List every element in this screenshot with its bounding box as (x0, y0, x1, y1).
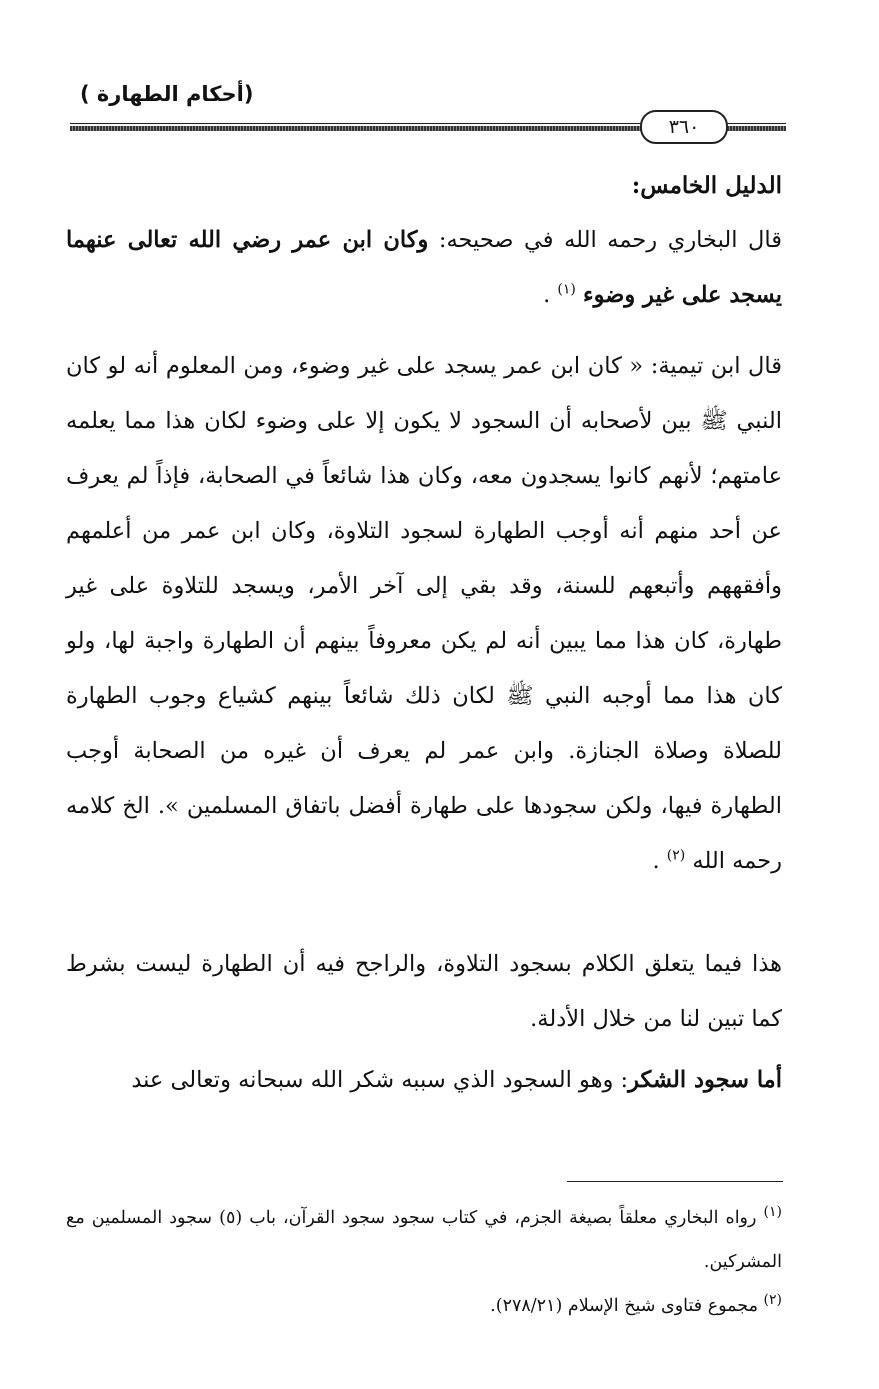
paragraph-end: . (652, 848, 667, 874)
paragraph-shukr (66, 1053, 782, 1108)
footnotes (66, 1196, 782, 1328)
footnote-ref-1: (١) (557, 281, 576, 298)
footnote-marker: (٢) (763, 1292, 782, 1309)
quote-text: وكان ابن عمر رضي الله تعالى عنهما يسجد على غير وضوء (66, 227, 782, 308)
paragraph-bukhari (66, 213, 782, 323)
page-number: ٣٦٠ (668, 116, 700, 138)
footnote-text: رواه البخاري معلقاً بصيغة الجزم، في كتاب سجود سجود القرآن، باب (٥) سجود المسلمين مع المشركين. (66, 1208, 782, 1272)
paragraph-end: . (543, 282, 558, 308)
running-title: (أحكام الطهارة ) (80, 82, 254, 106)
section-title: الدليل الخامس: (631, 172, 782, 199)
footnote-1 (66, 1196, 782, 1284)
footnote-text: مجموع فتاوى شيخ الإسلام (٢٧٨/٢١). (490, 1296, 764, 1316)
paragraph-conclusion: هذا فيما يتعلق الكلام بسجود التلاوة، والراجح فيه أن الطهارة ليست بشرط كما تبين لنا من خلال الأدلة. (66, 951, 782, 1032)
paragraph-ibn-taymiyyah (66, 339, 782, 889)
paragraph-text: : وهو السجود الذي سببه شكر الله سبحانه وتعالى عند (131, 1067, 629, 1093)
footnote-2 (66, 1284, 782, 1328)
paragraph-lead-bold: أما سجود الشكر (628, 1067, 782, 1093)
page-number-badge (640, 110, 728, 144)
paragraph-lead: قال البخاري رحمه الله في صحيحه: (428, 227, 782, 253)
footnote-separator (567, 1181, 783, 1182)
section-one (66, 158, 782, 323)
footnote-ref-2: (٢) (666, 847, 686, 864)
footnote-marker: (١) (763, 1204, 782, 1221)
paragraph-text: قال ابن تيمية: « كان ابن عمر يسجد على غير وضوء، ومن المعلوم أنه لو كان النبي ﷺ بين لأصحابه أن السجود لا يكون إلا على وضوء لكان هذا مما يعلمه عامتهم؛ لأنهم كانوا يسجدون معه، وكان هذا شائعاً في الصحابة، فإذاً لم يعرف عن أحد منهم أنه أوجب الطهارة لسجود التلاوة، وكان ابن عمر من أعلمهم وأفقههم وأتبعهم للسنة، وقد بقي إلى آخر الأمر، ويسجد للتلاوة على غير طهارة، كان هذا مما يبين أنه لم يكن معروفاً بينهم أن الطهارة واجبة لها، ولو كان هذا مما أوجبه النبي ﷺ لكان ذلك شائعاً بينهم كشياع وجوب الطهارة للصلاة وصلاة الجنازة. وابن عمر لم يعرف أن غيره من الصحابة أوجب الطهارة فيها، ولكن سجودها على طهارة أفضل باتفاق المسلمين ». الخ كلامه رحمه الله (66, 353, 782, 874)
